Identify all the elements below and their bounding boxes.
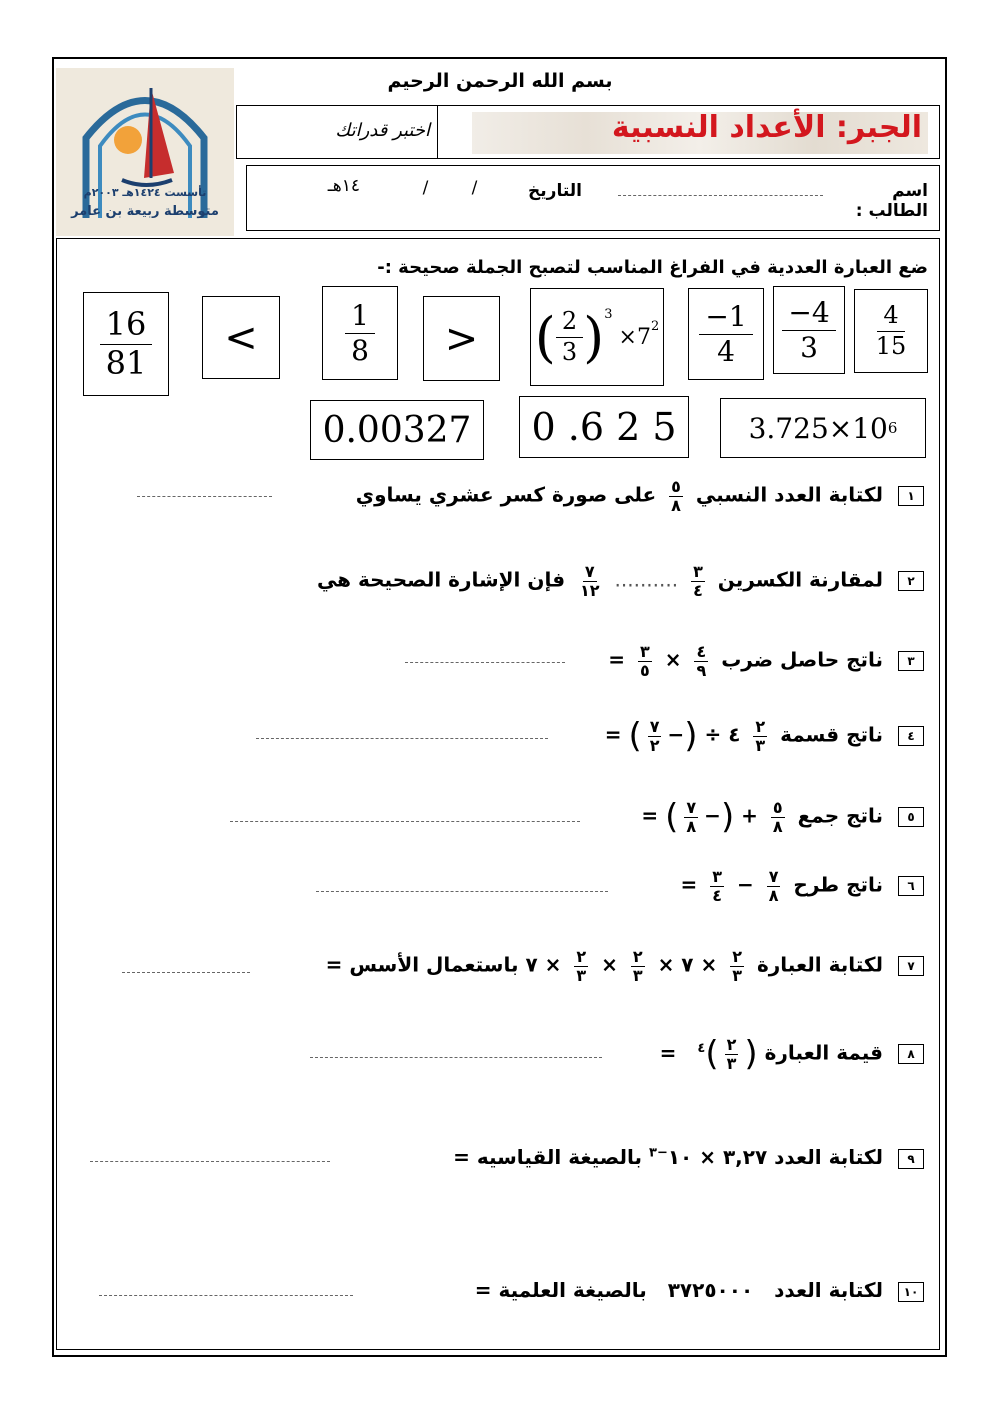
frac-den: ٣ — [576, 965, 587, 985]
frac-den: ٤ — [693, 580, 703, 600]
logo-school-name: متوسطة ربيعة بن عامر — [71, 204, 219, 219]
answer-blank-1[interactable] — [137, 496, 272, 497]
question-number: ٩ — [898, 1149, 924, 1169]
question-text: قيمة العبارة — [764, 1040, 884, 1065]
question-text: لمقارنة الكسرين — [717, 567, 884, 592]
card-1-8[interactable] — [322, 286, 398, 380]
frac-num: ٢ — [576, 947, 587, 966]
answer-blank-5[interactable] — [230, 821, 580, 822]
frac-num: ٧ — [768, 867, 779, 886]
card-4-15[interactable] — [854, 289, 928, 373]
open-paren: ( — [684, 716, 698, 756]
open-paren: ( — [534, 305, 556, 369]
question-text-tail: على صورة كسر عشري يساوي — [355, 482, 657, 507]
product-part: × ٧ × — [657, 952, 718, 977]
logo-founded-text: تأسست ١٤٢٤هـ ٢٠٠٣م — [83, 186, 207, 199]
frac-den: ٣ — [632, 965, 643, 985]
question-2 — [317, 563, 924, 599]
question-number: ٦ — [898, 876, 924, 896]
operator: × — [664, 647, 682, 672]
operator: × — [601, 952, 618, 977]
frac-num: ٤ — [696, 642, 707, 661]
question-text-tail: باستعمال الأسس — [349, 952, 519, 977]
frac-den: ٢ — [649, 735, 660, 755]
less-than-symbol: < — [224, 314, 258, 361]
question-7 — [326, 948, 924, 984]
date-label: التاريخ — [528, 181, 582, 201]
open-paren: ( — [720, 797, 735, 837]
answer-blank-4[interactable] — [256, 738, 548, 739]
card-den: 15 — [875, 331, 907, 360]
equals-sign: = — [608, 647, 626, 672]
question-number: ١ — [898, 486, 924, 506]
number-expression: ٣,٢٧ × ١٠ — [667, 1145, 768, 1169]
close-paren: ) — [583, 305, 605, 369]
compare-blank[interactable]: .......... — [614, 567, 679, 592]
question-text: ناتج طرح — [793, 872, 884, 897]
question-text: ناتج حاصل ضرب — [721, 647, 884, 672]
card-0-00327[interactable] — [310, 400, 484, 460]
card-den: 4 — [717, 334, 735, 368]
question-number: ٨ — [898, 1044, 924, 1064]
times-sign: × — [618, 324, 637, 350]
close-paren: ) — [705, 1034, 719, 1074]
frac-den: ٥ — [639, 660, 650, 680]
date-slashes[interactable]: / / — [422, 178, 478, 198]
frac-num: ٣ — [712, 867, 722, 886]
answer-blank-9[interactable] — [90, 1161, 330, 1162]
question-text: ناتج قسمة — [780, 722, 884, 747]
student-name-label: اسم الطالب : — [855, 181, 928, 221]
question-text-tail: فإن الإشارة الصحيحة هي — [316, 567, 566, 592]
frac-num: ٢ — [632, 947, 643, 966]
frac-den: ٨ — [768, 885, 779, 905]
card-value: 3.725×10 — [748, 411, 888, 445]
page-title: الجبر: الأعداد النسبية — [611, 110, 922, 145]
equals-sign: = — [641, 803, 659, 828]
frac-den: ٨ — [772, 816, 783, 836]
card-scientific[interactable] — [720, 398, 926, 458]
question-number: ٤ — [898, 726, 924, 746]
frac-den: ٤ — [712, 885, 722, 905]
question-number: ٢ — [898, 571, 924, 591]
frac-num: ٧ — [686, 797, 697, 817]
equals-sign: = — [680, 872, 698, 897]
card-den: 8 — [351, 333, 369, 367]
operator: ÷ — [704, 722, 722, 747]
equals-sign: = — [325, 952, 343, 977]
question-number: ٧ — [898, 956, 924, 976]
card-num: 16 — [100, 308, 153, 345]
frac-num: ٢ — [726, 1034, 737, 1054]
card-den: 81 — [105, 343, 147, 382]
card-num: −1 — [699, 302, 752, 334]
frac-num: ٣ — [639, 642, 650, 661]
question-1 — [356, 478, 924, 514]
equals-sign: = — [453, 1145, 470, 1169]
frac-den: ٩ — [696, 660, 707, 680]
school-logo — [56, 68, 234, 236]
close-paren: ) — [628, 716, 642, 756]
frac-num: ٥ — [772, 797, 783, 817]
greater-than-symbol: > — [444, 315, 479, 362]
card-neg-4-3[interactable] — [773, 286, 845, 374]
basmala: بسم الله الرحمن الرحيم — [387, 70, 613, 92]
negative-sign: − — [667, 722, 685, 747]
question-3 — [608, 643, 924, 679]
frac-den: ٣ — [726, 1053, 737, 1073]
card-0-625[interactable] — [519, 396, 689, 458]
question-9 — [453, 1145, 924, 1169]
base-seven: 7 — [636, 324, 651, 350]
year-suffix: ١٤هـ — [327, 176, 360, 196]
question-text: لكتابة العدد النسبي — [695, 482, 884, 507]
instruction: ضع العبارة العددية في الفراغ المناسب لتصبح الجملة صحيحة :- — [377, 257, 928, 278]
frac-num: ٣ — [693, 562, 703, 581]
answer-blank-8[interactable] — [310, 1057, 602, 1058]
base-power: 2 — [650, 319, 660, 334]
question-4 — [605, 716, 924, 756]
question-number: ٣ — [898, 651, 924, 671]
card-value: 0.00327 — [322, 409, 472, 451]
frac-num: ٧ — [649, 716, 660, 736]
question-text: لكتابة العدد — [774, 1278, 884, 1302]
close-paren: ) — [665, 797, 679, 837]
card-num: 4 — [877, 303, 904, 331]
test-label: اختبر قدراتك — [335, 120, 430, 141]
card-den: 3 — [800, 330, 818, 364]
expr-den: 3 — [561, 337, 578, 366]
title-divider — [437, 105, 438, 159]
question-8 — [660, 1034, 924, 1074]
answer-blank-6[interactable] — [316, 891, 608, 892]
number-expression: ٣٧٢٥٠٠٠ — [667, 1278, 754, 1302]
question-text: لكتابة العبارة — [756, 952, 884, 977]
card-value: 0 .6 2 5 — [531, 405, 677, 449]
expr-power: 3 — [604, 307, 613, 322]
frac-den: ٣ — [755, 735, 766, 755]
answer-blank-3[interactable] — [405, 662, 565, 663]
card-power-expression[interactable] — [530, 288, 664, 386]
frac-num: ٥ — [671, 477, 681, 496]
card-greater-than[interactable] — [423, 296, 500, 381]
answer-blank-7[interactable] — [122, 972, 250, 973]
whole-number: ٤ — [728, 722, 741, 747]
question-number: ٥ — [898, 807, 924, 827]
question-text-tail: بالصيغة القياسيه — [476, 1145, 643, 1169]
equals-sign: = — [659, 1040, 677, 1065]
expr-num: 2 — [556, 309, 583, 337]
student-name-field[interactable] — [618, 195, 823, 196]
answer-blank-10[interactable] — [99, 1295, 353, 1296]
frac-num: ٧ — [584, 562, 595, 581]
negative-sign: − — [704, 803, 721, 828]
power: ٤ — [697, 1040, 706, 1056]
question-5 — [641, 797, 924, 837]
open-paren: ( — [744, 1034, 758, 1074]
card-less-than[interactable] — [202, 296, 280, 379]
question-text: ناتج جمع — [797, 803, 884, 828]
frac-num: ٢ — [732, 947, 742, 966]
equals-sign: = — [474, 1278, 492, 1302]
product-tail: × ٧ — [525, 952, 562, 977]
equals-sign: = — [604, 722, 622, 747]
frac-den: ٨ — [686, 816, 697, 836]
card-num: −4 — [782, 298, 835, 330]
question-number: ١٠ — [898, 1282, 924, 1302]
question-text: لكتابة العدد — [774, 1145, 884, 1169]
question-6 — [680, 868, 924, 904]
power: −٣ — [649, 1145, 668, 1161]
frac-den: ١٢ — [580, 580, 600, 600]
frac-den: ٨ — [671, 495, 681, 515]
card-num: 1 — [345, 301, 375, 333]
question-text-tail: بالصيغة العلمية — [498, 1278, 647, 1302]
card-16-81[interactable] — [83, 292, 169, 396]
question-10 — [475, 1278, 924, 1302]
card-power: 6 — [887, 419, 898, 437]
frac-den: ٣ — [732, 965, 742, 985]
operator: − — [736, 872, 754, 897]
operator: + — [741, 803, 758, 828]
frac-num: ٢ — [755, 716, 766, 736]
card-neg-1-4[interactable] — [688, 288, 764, 380]
